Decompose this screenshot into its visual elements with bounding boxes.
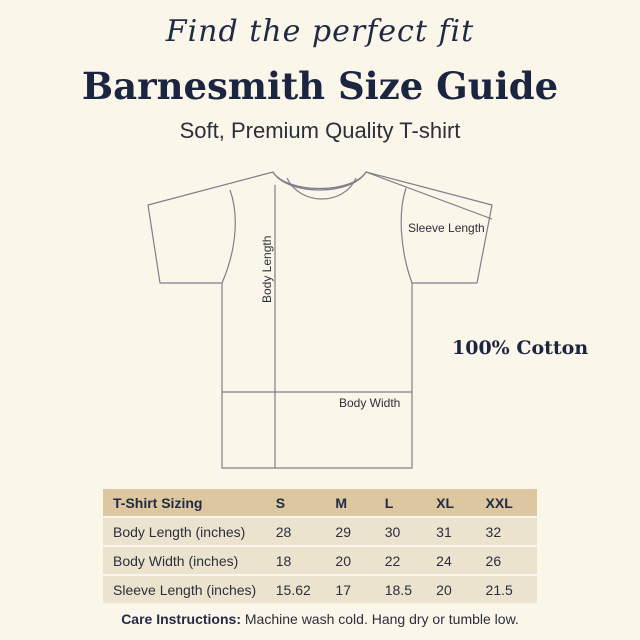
material-label: 100% Cotton bbox=[452, 337, 589, 359]
table-header-cell: S bbox=[275, 494, 286, 511]
page-subtitle: Soft, Premium Quality T-shirt bbox=[179, 118, 461, 143]
table-cell: 20 bbox=[436, 581, 452, 598]
care-label: Care Instructions: bbox=[121, 611, 241, 627]
table-row bbox=[103, 518, 537, 545]
care-text: Machine wash cold. Hang dry or tumble low. bbox=[241, 611, 519, 627]
sleeve-length-line bbox=[366, 172, 492, 219]
table-cell: 29 bbox=[335, 523, 351, 540]
table-cell: 15.62 bbox=[275, 581, 311, 598]
table-cell: 26 bbox=[485, 552, 502, 569]
table-cell: 32 bbox=[485, 523, 502, 540]
table-cell: Body Length (inches) bbox=[113, 523, 246, 540]
table-cell: 31 bbox=[436, 523, 452, 540]
sleeve-length-label: Sleeve Length bbox=[408, 221, 485, 235]
page-title: Barnesmith Size Guide bbox=[81, 64, 559, 108]
table-cell: Sleeve Length (inches) bbox=[113, 581, 257, 598]
table-row bbox=[103, 547, 537, 574]
table-header-cell: L bbox=[384, 494, 394, 511]
table-cell: 24 bbox=[436, 552, 452, 569]
table-cell: 21.5 bbox=[485, 581, 513, 598]
table-cell: 20 bbox=[335, 552, 351, 569]
table-cell: 22 bbox=[384, 552, 401, 569]
tshirt-outline bbox=[148, 172, 492, 468]
table-cell: 18 bbox=[275, 552, 292, 569]
care-instructions bbox=[0, 611, 640, 627]
table-cell: 30 bbox=[384, 523, 401, 540]
table-header-cell: T-Shirt Sizing bbox=[113, 494, 203, 511]
table-cell: 18.5 bbox=[384, 581, 413, 598]
table-header-cell: XL bbox=[436, 494, 455, 511]
body-width-label: Body Width bbox=[339, 396, 401, 410]
table-cell: 17 bbox=[335, 581, 351, 598]
table-cell: Body Width (inches) bbox=[113, 552, 239, 569]
table-cell: 28 bbox=[275, 523, 292, 540]
size-table bbox=[103, 487, 537, 605]
table-header-row bbox=[103, 489, 537, 516]
table-header-cell: M bbox=[335, 494, 348, 511]
script-title: Find the perfect fit bbox=[165, 14, 475, 49]
table-header-cell: XXL bbox=[485, 494, 513, 511]
body-length-label: Body Length bbox=[260, 235, 274, 303]
table-row bbox=[103, 576, 537, 603]
